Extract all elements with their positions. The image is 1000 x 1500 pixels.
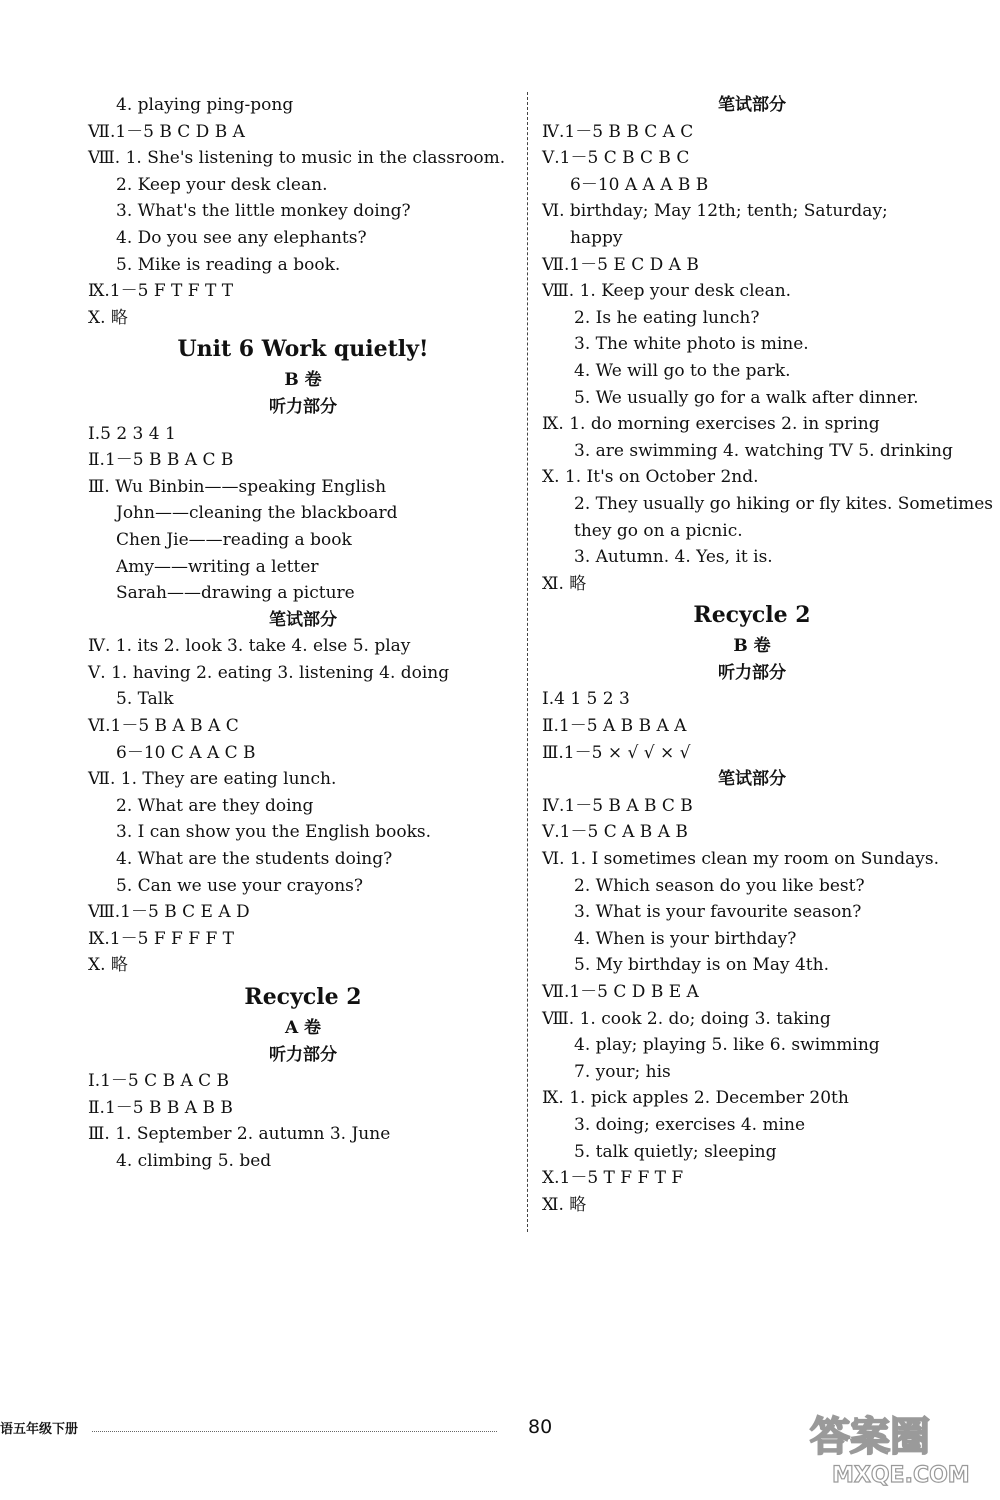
answer-line: 笔试部分: [718, 769, 786, 790]
answer-line: 4. playing ping-pong: [116, 95, 294, 115]
answer-line: 3. What is your favourite season?: [574, 902, 862, 923]
answer-line: 笔试部分: [718, 95, 786, 115]
answer-line: 4. When is your birthday?: [574, 928, 797, 949]
right-answer-column: [542, 92, 994, 1218]
footer-dotted-rule: [92, 1431, 497, 1432]
answer-line: Ⅶ. 1. They are eating lunch.: [88, 769, 337, 790]
answer-line: 5. Mike is reading a book.: [116, 254, 341, 275]
answer-line: Ⅴ. 1. having 2. eating 3. listening 4. doing: [88, 662, 450, 683]
answer-line: Ⅹ. 略: [88, 955, 128, 976]
answer-line: Ⅴ.1－5 C B C B C: [542, 148, 690, 169]
answer-line: 3. I can show you the English books.: [116, 822, 432, 843]
answer-line: Ⅸ.1－5 F F F F T: [88, 928, 234, 949]
answer-line: Ⅶ.1－5 E C D A B: [542, 254, 699, 275]
answer-line: 2. Keep your desk clean.: [116, 174, 328, 195]
footer-book-label: 语五年级下册: [0, 1422, 79, 1437]
answer-line: Ⅷ.1－5 B C E A D: [88, 902, 250, 923]
answer-line: 5. Can we use your crayons?: [116, 875, 363, 896]
answer-line: Ⅵ. birthday; May 12th; tenth; Saturday;: [542, 201, 888, 222]
answer-line: Ⅹ. 略: [88, 307, 128, 328]
watermark-icon: [802, 1402, 982, 1492]
answer-line: Ⅹ.1－5 T F F T F: [542, 1168, 684, 1189]
answer-line: 3. The white photo is mine.: [574, 334, 809, 355]
answer-line: Ⅱ.1－5 B B A B B: [88, 1097, 233, 1118]
answer-line: Unit 6 Work quietly!: [177, 336, 429, 363]
answer-line: Ⅰ.5 2 3 4 1: [88, 423, 176, 444]
answer-line: 4. We will go to the park.: [574, 360, 791, 381]
answer-line: 3. Autumn. 4. Yes, it is.: [574, 547, 773, 568]
answer-line: they go on a picnic.: [574, 520, 743, 541]
answer-line: Ⅰ.1－5 C B A C B: [88, 1071, 230, 1092]
answer-line: Ⅺ. 略: [542, 573, 587, 594]
answer-line: 听力部分: [718, 662, 786, 683]
column-divider: [527, 92, 528, 1232]
answer-line: Ⅷ. 1. cook 2. do; doing 3. taking: [542, 1008, 831, 1029]
answer-line: Amy——writing a letter: [116, 556, 319, 577]
answer-line: A 卷: [284, 1018, 322, 1038]
answer-line: Ⅱ.1－5 A B B A A: [542, 716, 687, 737]
answer-line: 2. They usually go hiking or fly kites. Sometimes: [574, 493, 994, 514]
answer-line: Chen Jie——reading a book: [116, 529, 352, 550]
answer-line: 笔试部分: [269, 609, 337, 630]
answer-line: Ⅲ. 1. September 2. autumn 3. June: [88, 1124, 391, 1145]
answer-line: Ⅶ.1－5 B C D B A: [88, 121, 245, 142]
answer-line: 听力部分: [269, 396, 337, 417]
answer-line: Ⅷ. 1. Keep your desk clean.: [542, 281, 792, 302]
answer-line: Ⅱ.1－5 B B A C B: [88, 450, 234, 471]
answer-line: 2. Which season do you like best?: [574, 875, 865, 896]
answer-line: Ⅲ. Wu Binbin——speaking English: [88, 476, 387, 497]
answer-line: Ⅴ.1－5 C A B A B: [542, 822, 688, 843]
answer-line: Ⅰ.4 1 5 2 3: [542, 689, 630, 710]
answer-line: 5. We usually go for a walk after dinner.: [574, 387, 919, 408]
answer-line: 4. Do you see any elephants?: [116, 227, 367, 248]
answer-line: happy: [570, 227, 623, 248]
answer-line: John——cleaning the blackboard: [116, 503, 398, 524]
answer-line: Ⅺ. 略: [542, 1194, 587, 1215]
watermark-text: 答案圈: [810, 1414, 930, 1460]
answer-line: 7. your; his: [574, 1061, 671, 1082]
answer-line: Ⅳ. 1. its 2. look 3. take 4. else 5. play: [88, 636, 411, 657]
left-answer-column: [88, 92, 518, 1175]
answer-line: Ⅳ.1－5 B B C A C: [542, 121, 694, 142]
answer-line: Ⅸ.1－5 F T F T T: [88, 281, 234, 302]
answer-line: 6－10 C A A C B: [116, 742, 256, 763]
answer-line: 4. climbing 5. bed: [116, 1150, 272, 1171]
watermark-url: MXQE.COM: [832, 1463, 970, 1488]
answer-line: Ⅸ. 1. pick apples 2. December 20th: [542, 1088, 849, 1109]
answer-line: 听力部分: [269, 1044, 337, 1065]
answer-line: 4. What are the students doing?: [116, 849, 393, 870]
answer-line: 3. doing; exercises 4. mine: [574, 1114, 806, 1135]
answer-line: Recycle 2: [244, 984, 362, 1010]
answer-line: B 卷: [733, 636, 771, 657]
answer-line: 6－10 A A A B B: [570, 174, 709, 195]
answer-line: Recycle 2: [693, 602, 811, 629]
answer-line: 5. My birthday is on May 4th.: [574, 955, 829, 976]
answer-line: Ⅷ. 1. She's listening to music in the classroom.: [88, 148, 506, 169]
page-number: 80: [528, 1416, 553, 1438]
answer-line: Ⅶ.1－5 C D B E A: [542, 982, 699, 1002]
answer-line: 3. What's the little monkey doing?: [116, 201, 411, 222]
answer-line: 4. play; playing 5. like 6. swimming: [574, 1035, 880, 1056]
answer-line: 5. talk quietly; sleeping: [574, 1141, 777, 1162]
answer-line: 5. Talk: [116, 689, 174, 710]
answer-line: 3. are swimming 4. watching TV 5. drinking: [574, 440, 953, 461]
answer-line: Ⅹ. 1. It's on October 2nd.: [542, 467, 759, 488]
answer-line: B 卷: [284, 370, 322, 391]
answer-site-watermark-logo: [802, 1402, 982, 1492]
answer-line: Ⅵ. 1. I sometimes clean my room on Sundays.: [542, 849, 940, 870]
answer-line: Ⅵ.1－5 B A B A C: [88, 716, 239, 737]
answer-line: 2. Is he eating lunch?: [574, 307, 760, 328]
answer-line: Ⅳ.1－5 B A B C B: [542, 795, 693, 816]
answer-line: Ⅸ. 1. do morning exercises 2. in spring: [542, 414, 880, 435]
answer-line: Sarah——drawing a picture: [116, 583, 355, 604]
answer-line: Ⅲ.1－5 × √ √ × √: [542, 742, 691, 763]
answer-line: 2. What are they doing: [116, 795, 314, 816]
